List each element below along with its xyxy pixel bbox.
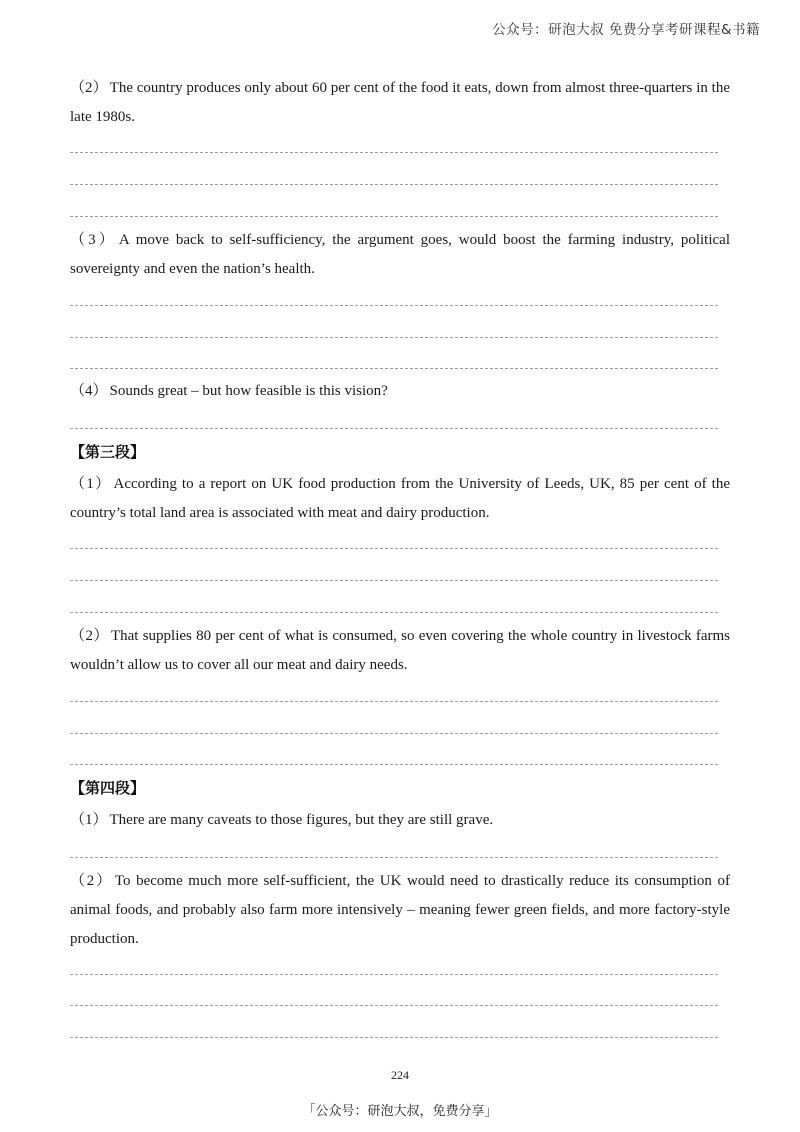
footer-watermark-note: 「公众号：研泡大叔，免费分享」 xyxy=(302,1104,498,1119)
answer-line xyxy=(70,305,718,306)
sentence-number: （1） xyxy=(70,476,112,492)
sentence-text: There are many caveats to those figures, but they are still grave. xyxy=(109,812,494,828)
sentence-text: To become much more self-sufficient, the UK would need to drastically reduce its consumption of animal foods, and probably also farm more intensively – meaning fewer green fields, and more factory-style production. xyxy=(70,873,730,947)
answer-line xyxy=(70,337,718,338)
answer-line xyxy=(70,216,718,217)
page-number: 224 xyxy=(391,1068,409,1082)
sentence-number: （2） xyxy=(70,628,109,644)
sentence-text: A move back to self-sufficiency, the argument goes, would boost the farming industry, political sovereignty and even the nation’s health. xyxy=(70,232,730,277)
header-watermark-note: 公众号：研泡大叔 免费分享考研课程&书籍 xyxy=(492,22,760,38)
paragraph-sentence-2a xyxy=(70,74,730,132)
paragraph-sentence-2b xyxy=(70,622,730,680)
paragraph-sentence-2c xyxy=(70,867,730,954)
answer-line xyxy=(70,152,718,153)
sentence-text: The country produces only about 60 per cent of the food it eats, down from almost three-quarters in the late 1980s. xyxy=(70,80,730,125)
answer-line xyxy=(70,764,718,765)
answer-line xyxy=(70,701,718,702)
answer-line xyxy=(70,974,718,975)
sentence-text: According to a report on UK food production from the University of Leeds, UK, 85 per cent of the country’s total land area is associated with meat and dairy production. xyxy=(70,476,730,521)
sentence-text: Sounds great – but how feasible is this vision? xyxy=(109,383,388,399)
answer-line xyxy=(70,368,718,369)
answer-line xyxy=(70,580,718,581)
answer-line xyxy=(70,857,718,858)
answer-line xyxy=(70,548,718,549)
sentence-number: （1） xyxy=(70,812,108,828)
answer-line xyxy=(70,428,718,429)
sentence-text: That supplies 80 per cent of what is consumed, so even covering the whole country in livestock farms wouldn’t allow us to cover all our meat and dairy needs. xyxy=(70,628,730,673)
answer-line xyxy=(70,1005,718,1006)
sentence-number: （2） xyxy=(70,80,108,96)
sentence-number: （3） xyxy=(70,232,117,248)
paragraph-sentence-3a xyxy=(70,226,730,284)
section-heading-third: 【第三段】 xyxy=(70,443,146,461)
sentence-number: （2） xyxy=(70,873,113,889)
paragraph-sentence-1b xyxy=(70,470,730,528)
answer-line xyxy=(70,733,718,734)
answer-line xyxy=(70,184,718,185)
paragraph-sentence-4a xyxy=(70,377,730,406)
paragraph-sentence-1c xyxy=(70,806,730,835)
answer-line xyxy=(70,612,718,613)
sentence-number: （4） xyxy=(70,383,108,399)
answer-line xyxy=(70,1037,718,1038)
section-heading-fourth: 【第四段】 xyxy=(70,779,146,797)
